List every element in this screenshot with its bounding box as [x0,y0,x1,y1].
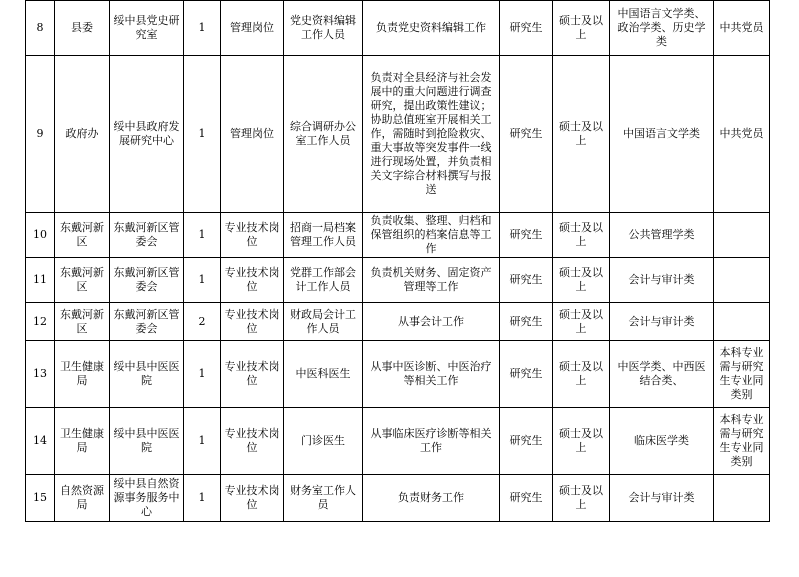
position-cell: 门诊医生 [284,408,363,475]
table-row [26,475,770,522]
other-requirements-cell [714,303,770,341]
count-cell: 1 [184,475,221,522]
position-cell: 招商一局档案管理工作人员 [284,213,363,258]
other-requirements-cell: 本科专业需与研究生专业同类别 [714,341,770,408]
duty-cell: 从事临床医疗诊断等相关工作 [363,408,500,475]
category-cell: 管理岗位 [221,56,284,213]
department-cell: 东戴河新区 [55,303,110,341]
position-cell: 财务室工作人员 [284,475,363,522]
table-row [26,408,770,475]
table-row [26,341,770,408]
major-cell: 会计与审计类 [610,475,714,522]
major-cell: 中国语言文学类、政治学类、历史学类 [610,1,714,56]
degree-cell: 硕士及以上 [553,213,610,258]
table-row [26,1,770,56]
count-cell: 1 [184,258,221,303]
other-requirements-cell [714,475,770,522]
other-requirements-cell [714,258,770,303]
category-cell: 专业技术岗位 [221,341,284,408]
table-row [26,213,770,258]
department-cell: 卫生健康局 [55,408,110,475]
education-cell: 研究生 [500,475,553,522]
category-cell: 专业技术岗位 [221,258,284,303]
education-cell: 研究生 [500,213,553,258]
other-requirements-cell: 中共党员 [714,56,770,213]
education-cell: 研究生 [500,56,553,213]
category-cell: 专业技术岗位 [221,213,284,258]
department-cell: 东戴河新区 [55,213,110,258]
major-cell: 中国语言文学类 [610,56,714,213]
degree-cell: 硕士及以上 [553,56,610,213]
major-cell: 会计与审计类 [610,303,714,341]
degree-cell: 硕士及以上 [553,341,610,408]
degree-cell: 硕士及以上 [553,408,610,475]
unit-cell: 绥中县党史研究室 [110,1,184,56]
position-cell: 党群工作部会计工作人员 [284,258,363,303]
row-number: 14 [26,408,55,475]
table-row [26,303,770,341]
count-cell: 1 [184,408,221,475]
department-cell: 东戴河新区 [55,258,110,303]
unit-cell: 绥中县中医医院 [110,341,184,408]
category-cell: 管理岗位 [221,1,284,56]
duty-cell: 负责收集、整理、归档和保管组织的档案信息等工作 [363,213,500,258]
category-cell: 专业技术岗位 [221,303,284,341]
count-cell: 1 [184,56,221,213]
row-number: 9 [26,56,55,213]
row-number: 12 [26,303,55,341]
position-cell: 党史资料编辑工作人员 [284,1,363,56]
duty-cell: 负责对全县经济与社会发展中的重大问题进行调查研究，提出政策性建议；协助总值班室开展相关工作，需随时到抢险救灾、重大事故等突发事件一线进行现场处置，并负责相关文字综合材料撰写与报送 [363,56,500,213]
row-number: 10 [26,213,55,258]
department-cell: 县委 [55,1,110,56]
count-cell: 1 [184,1,221,56]
education-cell: 研究生 [500,258,553,303]
degree-cell: 硕士及以上 [553,258,610,303]
unit-cell: 绥中县自然资源事务服务中心 [110,475,184,522]
duty-cell: 从事中医诊断、中医治疗等相关工作 [363,341,500,408]
count-cell: 1 [184,213,221,258]
category-cell: 专业技术岗位 [221,475,284,522]
count-cell: 2 [184,303,221,341]
unit-cell: 东戴河新区管委会 [110,303,184,341]
degree-cell: 硕士及以上 [553,303,610,341]
count-cell: 1 [184,341,221,408]
position-cell: 综合调研办公室工作人员 [284,56,363,213]
duty-cell: 从事会计工作 [363,303,500,341]
education-cell: 研究生 [500,408,553,475]
row-number: 13 [26,341,55,408]
unit-cell: 东戴河新区管委会 [110,258,184,303]
major-cell: 公共管理学类 [610,213,714,258]
major-cell: 临床医学类 [610,408,714,475]
department-cell: 卫生健康局 [55,341,110,408]
major-cell: 会计与审计类 [610,258,714,303]
department-cell: 自然资源局 [55,475,110,522]
duty-cell: 负责机关财务、固定资产管理等工作 [363,258,500,303]
education-cell: 研究生 [500,1,553,56]
other-requirements-cell: 中共党员 [714,1,770,56]
table-row [26,258,770,303]
unit-cell: 绥中县中医医院 [110,408,184,475]
position-cell: 财政局会计工作人员 [284,303,363,341]
degree-cell: 硕士及以上 [553,1,610,56]
recruitment-table [25,0,770,522]
education-cell: 研究生 [500,303,553,341]
row-number: 8 [26,1,55,56]
duty-cell: 负责党史资料编辑工作 [363,1,500,56]
unit-cell: 绥中县政府发展研究中心 [110,56,184,213]
department-cell: 政府办 [55,56,110,213]
degree-cell: 硕士及以上 [553,475,610,522]
other-requirements-cell [714,213,770,258]
row-number: 15 [26,475,55,522]
category-cell: 专业技术岗位 [221,408,284,475]
position-cell: 中医科医生 [284,341,363,408]
major-cell: 中医学类、中西医结合类、 [610,341,714,408]
other-requirements-cell: 本科专业需与研究生专业同类别 [714,408,770,475]
education-cell: 研究生 [500,341,553,408]
table-row [26,56,770,213]
row-number: 11 [26,258,55,303]
unit-cell: 东戴河新区管委会 [110,213,184,258]
duty-cell: 负责财务工作 [363,475,500,522]
